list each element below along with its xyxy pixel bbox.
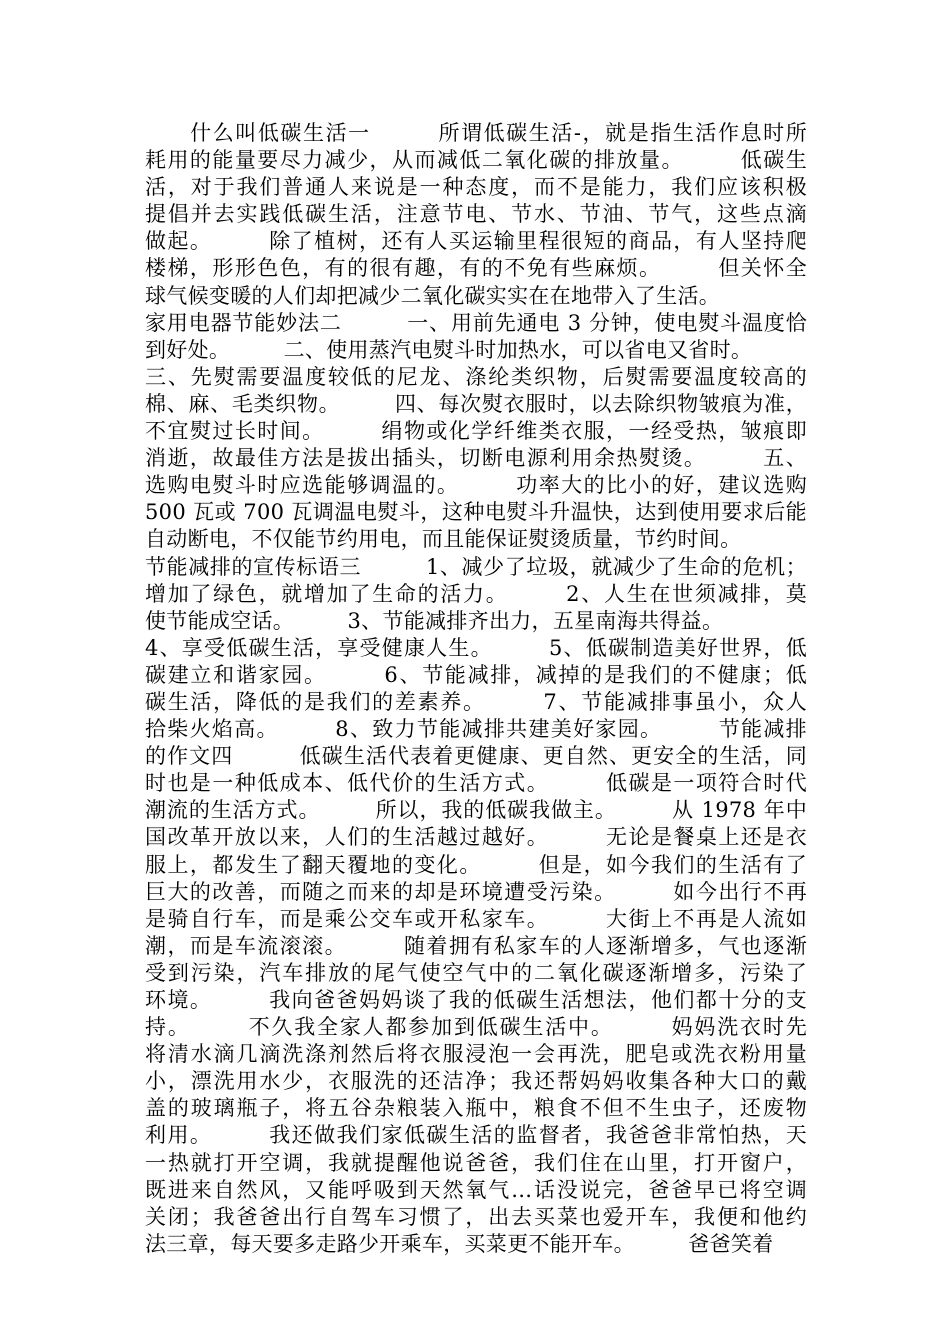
- text-line: 做起。 除了植树，还有人买运输里程很短的商品，有人坚持爬: [145, 229, 807, 254]
- text-line: 潮流的生活方式。 所以，我的低碳我做主。 从 1978 年中: [145, 798, 807, 823]
- text-line: 巨大的改善，而随之而来的却是环境遭受污染。 如今出行不再: [145, 879, 807, 904]
- text-line: 碳生活，降低的是我们的差素养。 7、节能减排事虽小，众人: [145, 689, 807, 714]
- text-line: 受到污染，汽车排放的尾气使空气中的二氧化碳逐渐增多，污染了: [145, 960, 807, 985]
- text-line: 的作文四 低碳生活代表着更健康、更自然、更安全的生活，同: [145, 744, 807, 769]
- text-line: 利用。 我还做我们家低碳生活的监督者，我爸爸非常怕热，天: [145, 1123, 807, 1148]
- text-line: 国改革开放以来，人们的生活越过越好。 无论是餐桌上还是衣: [145, 825, 807, 850]
- text-line: 盖的玻璃瓶子，将五谷杂粮装入瓶中，粮食不但不生虫子，还废物: [145, 1096, 807, 1121]
- text-line: 不宜熨过长时间。 绢物或化学纤维类衣服，一经受热，皱痕即: [145, 419, 807, 444]
- text-line: 既进来自然风，又能呼吸到天然氧气…话没说完，爸爸早已将空调: [145, 1177, 807, 1202]
- text-line: 球气候变暖的人们却把减少二氧化碳实实在在地带入了生活。: [145, 283, 721, 308]
- text-line: 是骑自行车，而是乘公交车或开私家车。 大街上不再是人流如: [145, 906, 807, 931]
- text-line: 持。 不久我全家人都参加到低碳生活中。 妈妈洗衣时先: [145, 1015, 807, 1040]
- text-line: 法三章，每天要多走路少开乘车，买菜更不能开车。 爸爸笑着: [145, 1231, 774, 1256]
- text-line: 环境。 我向爸爸妈妈谈了我的低碳生活想法，他们都十分的支: [145, 988, 807, 1012]
- text-line: 拾柴火焰高。 8、致力节能减排共建美好家园。 节能减排: [145, 717, 807, 742]
- body-text: [145, 120, 807, 1258]
- text-line: 节能减排的宣传标语三 1、减少了垃圾，就减少了生命的危机；: [145, 554, 807, 579]
- text-line: 500 瓦或 700 瓦调温电熨斗，这种电熨斗升温快，达到使用要求后能: [145, 500, 807, 525]
- text-line: 消逝，故最佳方法是拔出插头，切断电源利用余热熨烫。 五、: [145, 446, 807, 471]
- text-line: 楼梯，形形色色，有的很有趣，有的不免有些麻烦。 但关怀全: [145, 256, 807, 281]
- text-line: 碳建立和谐家园。 6、节能减排，减掉的是我们的不健康；低: [145, 662, 807, 687]
- text-line: 将清水滴几滴洗涤剂然后将衣服浸泡一会再洗，肥皂或洗衣粉用量: [145, 1042, 807, 1067]
- text-line: 关闭；我爸爸出行自驾车习惯了，出去买菜也爱开车，我便和他约: [145, 1204, 807, 1229]
- text-line: 时也是一种低成本、低代价的生活方式。 低碳是一项符合时代: [145, 771, 807, 796]
- text-line: 活，对于我们普通人来说是一种态度，而不是能力，我们应该积极: [145, 175, 807, 200]
- text-line: 自动断电，不仅能节约用电，而且能保证熨烫质量，节约时间。: [145, 527, 742, 552]
- text-line: 提倡并去实践低碳生活，注意节电、节水、节油、节气，这些点滴: [145, 202, 807, 227]
- text-line: 棉、麻、毛类织物。 四、每次熨衣服时，以去除织物皱痕为准，: [145, 391, 807, 416]
- text-line: 一热就打开空调，我就提醒他说爸爸，我们住在山里，打开窗户，: [145, 1150, 807, 1175]
- text-line: 潮，而是车流滚滚。 随着拥有私家车的人逐渐增多，气也逐渐: [145, 933, 807, 958]
- text-line: 三、先熨需要温度较低的尼龙、涤纶类织物，后熨需要温度较高的: [145, 364, 807, 389]
- text-line: 到好处。 二、使用蒸汽电熨斗时加热水，可以省电又省时。: [145, 337, 753, 362]
- text-line: 4、享受低碳生活，享受健康人生。 5、低碳制造美好世界，低: [145, 635, 807, 660]
- text-line: 耗用的能量要尽力减少，从而减低二氧化碳的排放量。 低碳生: [145, 148, 807, 173]
- text-line: 选购电熨斗时应选能够调温的。 功率大的比小的好，建议选购: [145, 473, 807, 498]
- text-line: 什么叫低碳生活一 所谓低碳生活-，就是指生活作息时所: [145, 121, 807, 145]
- text-line: 服上，都发生了翻天覆地的变化。 但是，如今我们的生活有了: [145, 852, 807, 877]
- text-line: 小，漂洗用水少，衣服洗的还洁净；我还帮妈妈收集各种大口的戴: [145, 1069, 807, 1094]
- text-line: 增加了绿色，就增加了生命的活力。 2、人生在世须减排，莫: [145, 581, 807, 606]
- text-line: 使节能成空话。 3、节能减排齐出力，五星南海共得益。: [145, 608, 724, 633]
- text-line: 家用电器节能妙法二 一、用前先通电 3 分钟，使电熨斗温度恰: [145, 310, 807, 335]
